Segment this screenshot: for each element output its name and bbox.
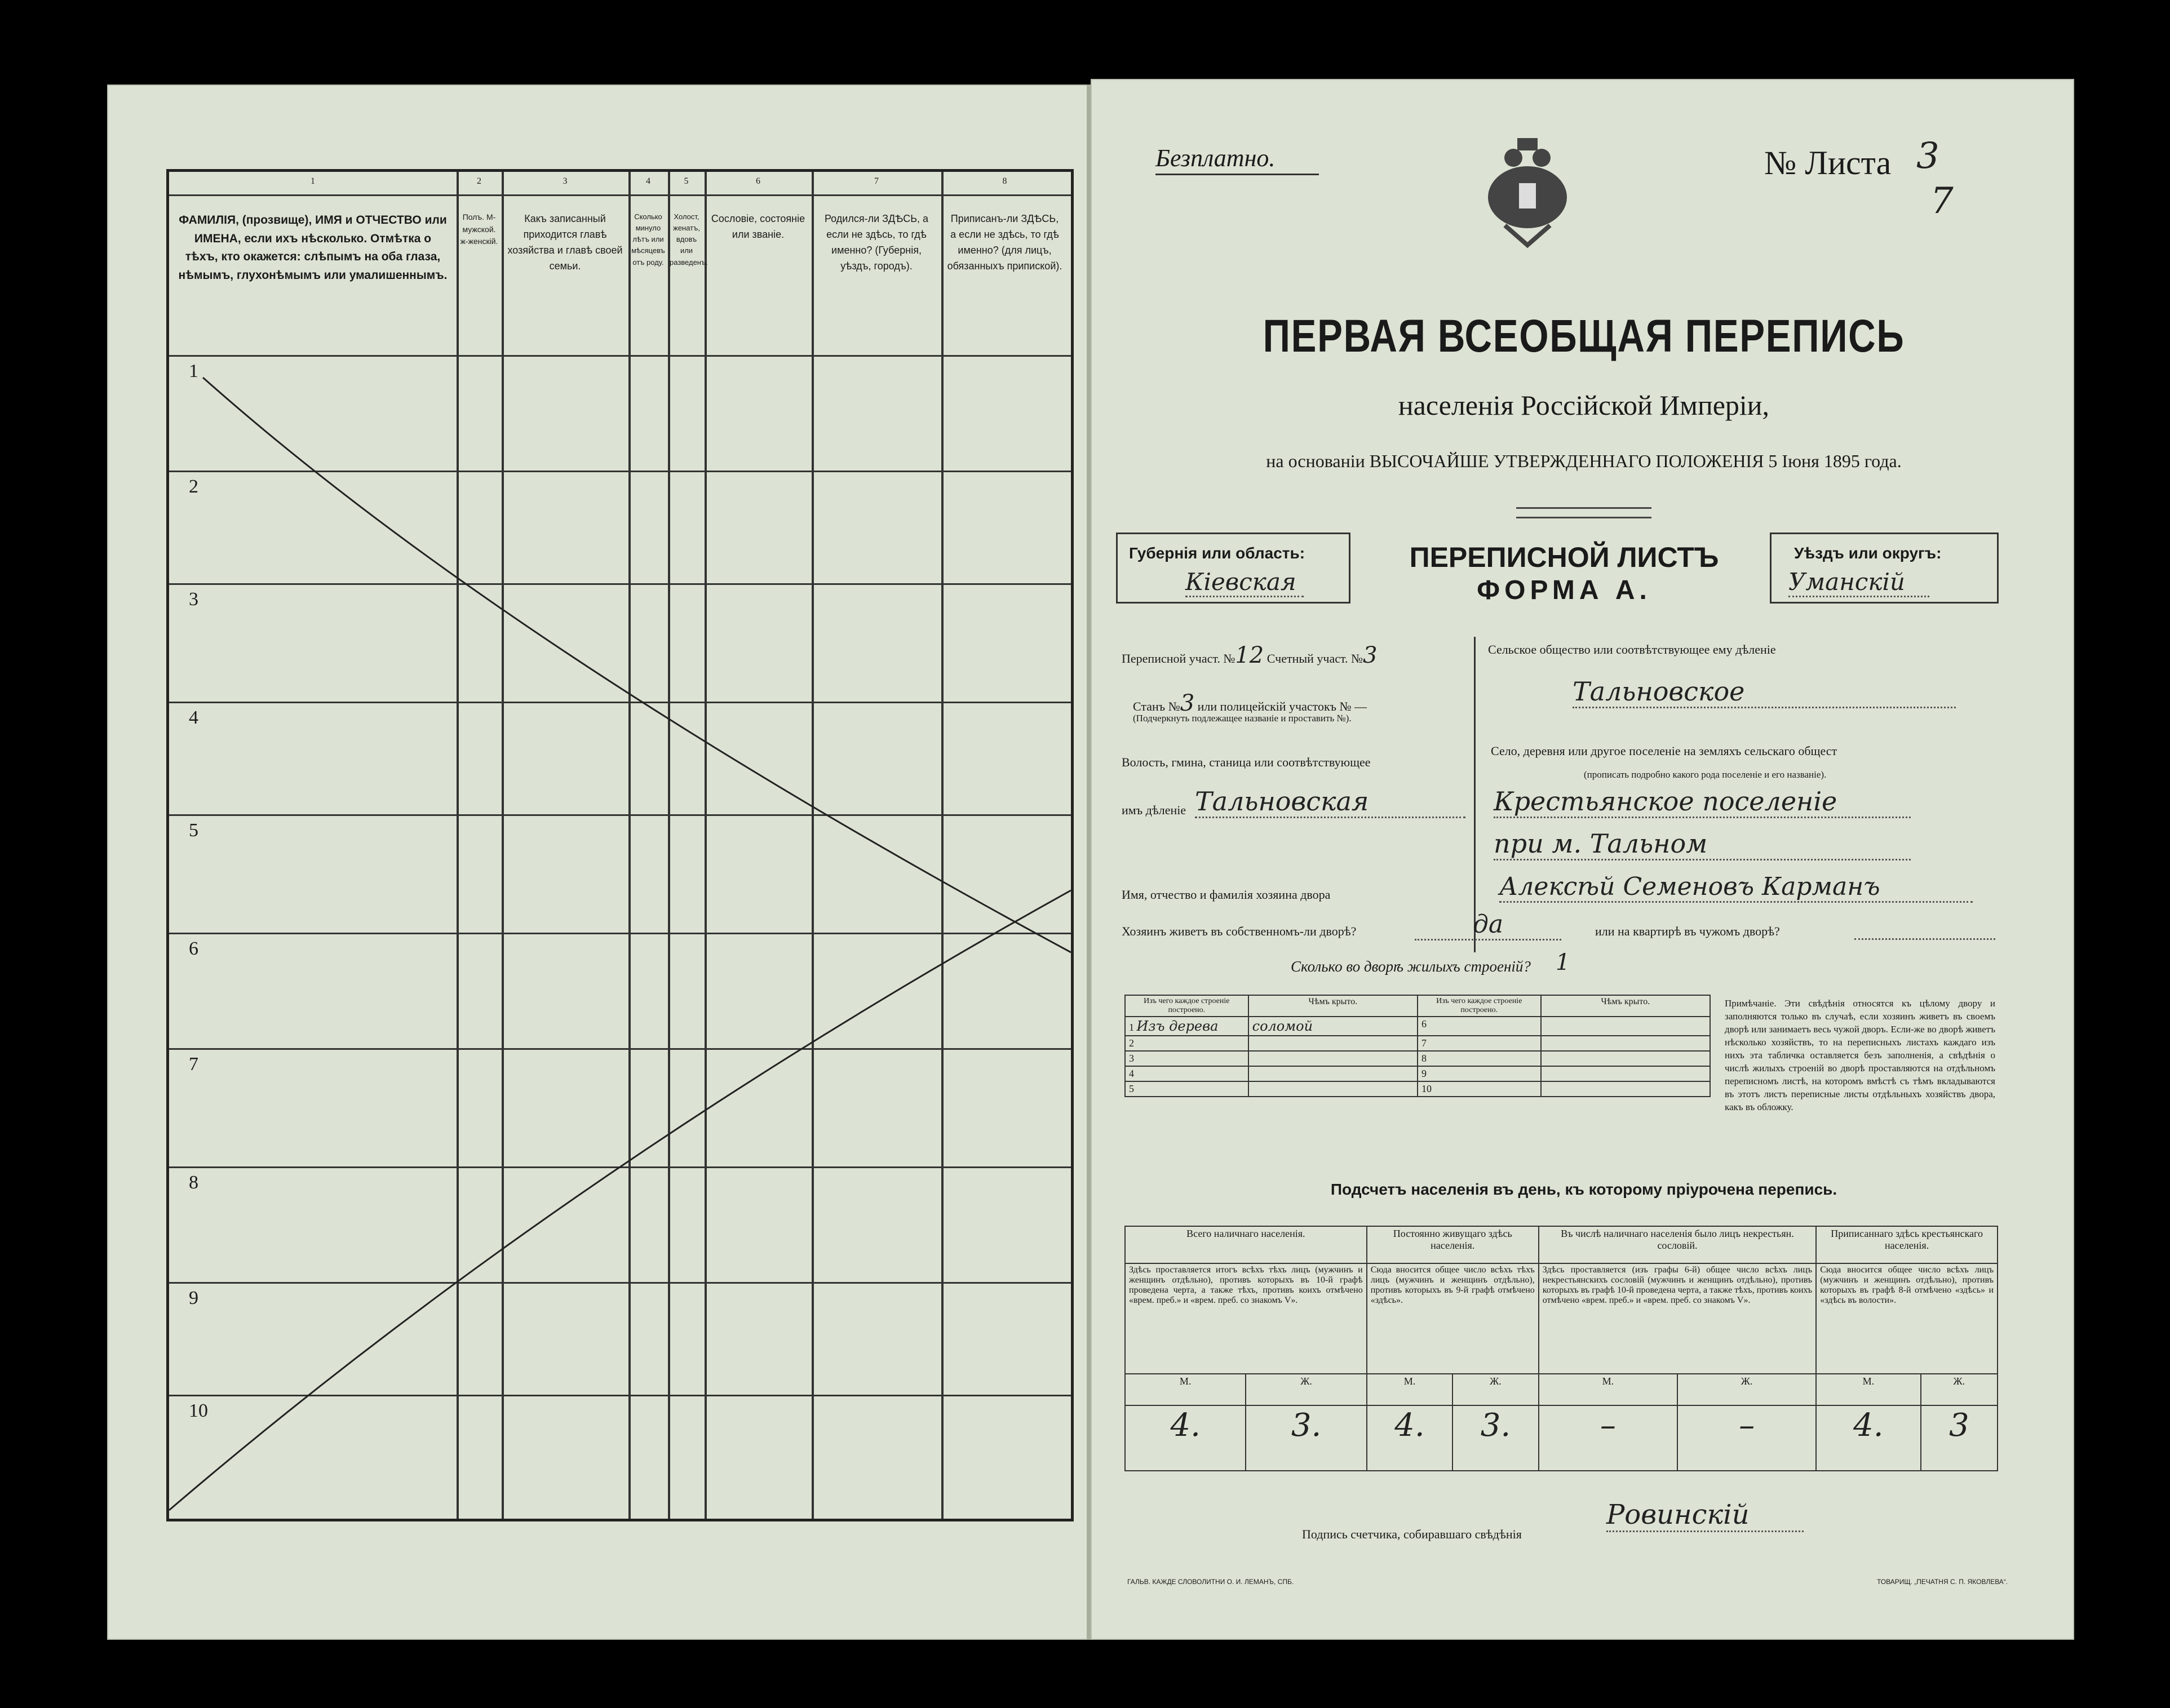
col-number: 5: [684, 176, 689, 186]
col-number: 7: [874, 176, 879, 186]
bt-row-num: 5: [1125, 1081, 1248, 1097]
row-number: 5: [189, 820, 198, 841]
sign-label: Подпись счетчика, собиравшаго свѣдѣнія: [1302, 1527, 1522, 1541]
bt-row-num: 2: [1125, 1036, 1248, 1051]
bt-row-num: 6: [1418, 1017, 1541, 1036]
col-number: 4: [646, 176, 650, 186]
printer-left: ГАЛЬВ. КАЖДЕ СЛОВОЛИТНИ О. И. ЛЕМАНЪ, СПБ.: [1127, 1578, 1294, 1586]
basis-line: на основаніи ВЫСОЧАЙШЕ УТВЕРЖДЕННАГО ПОЛОЖЕНІЯ 5 Іюня 1895 года.: [1266, 451, 1902, 471]
page-subtitle: населенія Россійской Имперіи,: [1398, 389, 1770, 421]
row-number: 2: [189, 476, 198, 497]
header-registered: Приписанъ-ли ЗДѢСЬ, а если не здѣсь, то гдѣ именно? (для лицъ, обязанныхъ припиской).: [947, 213, 1062, 272]
rent-label: или на квартирѣ въ чужомъ дворѣ?: [1595, 924, 1780, 938]
schetny-value: 3: [1362, 642, 1378, 668]
mf-value: 3: [1921, 1405, 1998, 1471]
col-number: 6: [756, 176, 760, 186]
underline-note: (Подчеркнуть подлежащее названіе и проставить №).: [1133, 713, 1352, 724]
row-number: 3: [189, 589, 198, 610]
row-number: 9: [189, 1288, 198, 1308]
uezd-box: [1770, 533, 1999, 604]
count-col-desc: Здѣсь проставляется итогъ всѣхъ тѣхъ лицъ (мужчинъ и женщинъ отдѣльно), противъ которыхъ въ 10-й графѣ проведена черта, а также тѣхъ, противъ коихъ отмѣчено «врем. преб.» и «врем. преб. со знакомъ V».: [1125, 1263, 1367, 1374]
ornament-divider: [1516, 507, 1651, 518]
row-number: 6: [189, 938, 198, 959]
mf-value: –: [1677, 1405, 1816, 1471]
col-number: 2: [477, 176, 481, 186]
bt-head-roof: Чѣмъ крыто.: [1541, 995, 1710, 1017]
col-number: 3: [563, 176, 568, 186]
count-title: Подсчетъ населенія въ день, къ которому пріурочена перепись.: [1330, 1181, 1837, 1198]
form-subtitle: ФОРМА А.: [1477, 575, 1651, 605]
row-number: 4: [189, 707, 198, 728]
middle-divider: [1474, 637, 1476, 952]
buildings-label: Сколько во дворѣ жилыхъ строеній?: [1291, 958, 1531, 975]
stan-label: Станъ: [1133, 699, 1166, 713]
count-col-desc: Здѣсь проставляется (изъ графы 6-й) общее число всѣхъ лицъ некрестьянскихъ сословій (мужчинъ и женщинъ отдѣльно), противъ которыхъ въ графѣ 10-й проведена черта, а также тѣхъ, противъ коихъ отмѣчено «врем. преб.» и «врем. преб. со знакомъ V».: [1539, 1263, 1816, 1374]
row-number: 7: [189, 1054, 198, 1075]
bt-row-num: 4: [1125, 1066, 1248, 1081]
header-marital: Холост, женатъ, вдовъ или разведенъ.: [670, 212, 708, 267]
police-label: или полицейскій участокъ: [1197, 699, 1337, 713]
mf-value: 4.: [1816, 1405, 1920, 1471]
header-birthplace: Родился-ли ЗДѢСЬ, а если не здѣсь, то гдѣ именно? (Губернія, уѣздъ, городъ).: [824, 213, 929, 272]
count-col-head: Всего наличнаго населенія.: [1125, 1226, 1367, 1263]
col-number: 8: [1002, 176, 1007, 186]
header-relation: Какъ записанный приходится главѣ хозяйства и главѣ своей семьи.: [507, 213, 623, 272]
uezd-label: Уѣздъ или округъ:: [1794, 544, 1942, 562]
bt-head-roof: Чѣмъ крыто.: [1248, 995, 1418, 1017]
lives-value: да: [1415, 910, 1561, 940]
cross-out-lines: [169, 355, 1071, 1516]
bt-row-num: 3: [1125, 1051, 1248, 1066]
col-number: 1: [311, 176, 315, 186]
uchastok-value: 12: [1235, 642, 1264, 668]
mf-label: Ж.: [1452, 1374, 1539, 1405]
census-table: [166, 169, 1074, 1521]
signature: Ровинскій: [1606, 1499, 1804, 1532]
count-col-desc: Сюда вносится общее число всѣхъ тѣхъ лицъ (мужчинъ и женщинъ отдѣльно), противъ которыхъ въ 9-й графѣ отмѣчено «здѣсь».: [1367, 1263, 1539, 1374]
volost-value: Тальновская: [1195, 786, 1465, 818]
volost-label: Волость, гмина, станица или соотвѣтствующее: [1122, 755, 1371, 769]
volost-label2: имъ дѣленіе: [1122, 803, 1186, 817]
bt-row-num: 1: [1129, 1022, 1134, 1033]
gubernia-label: Губернія или область:: [1129, 544, 1305, 562]
row-number: 1: [189, 361, 198, 381]
village-note: (прописать подробно какого рода поселеніе и его названіе).: [1584, 769, 1827, 780]
lives-label: Хозяинъ живетъ въ собственномъ-ли дворѣ?: [1122, 924, 1357, 938]
count-col-head: Приписаннаго здѣсь крестьянскаго населенія.: [1816, 1226, 1998, 1263]
schetny-label: Счетный участ.: [1266, 651, 1348, 666]
bt-row-num: 9: [1418, 1066, 1541, 1081]
police-value: —: [1354, 699, 1367, 713]
bt-row-num: 10: [1418, 1081, 1541, 1097]
bt-head-material: Изъ чего каждое строеніе построено.: [1125, 995, 1248, 1017]
mf-label: М.: [1816, 1374, 1920, 1405]
buildings-table: [1124, 995, 1711, 1097]
bt-row-num: 8: [1418, 1051, 1541, 1066]
village-value: Крестьянское поселеніе: [1494, 786, 1911, 818]
header-age: Сколько минуло лѣтъ или мѣсяцевъ отъ роду.: [631, 212, 665, 267]
bt-head-material: Изъ чего каждое строеніе построено.: [1418, 995, 1541, 1017]
bt-r1-roof: соломой: [1252, 1018, 1313, 1034]
count-table: [1124, 1226, 1998, 1471]
society-value: Тальновское: [1573, 676, 1956, 708]
mf-label: Ж.: [1677, 1374, 1816, 1405]
free-label: Безплатно.: [1155, 144, 1276, 172]
stan-value: 3: [1180, 690, 1195, 716]
sheet-value: 3: [1916, 135, 1939, 177]
buildings-value: 1: [1556, 950, 1570, 975]
note-text: Примѣчаніе. Эти свѣдѣнія относятся къ цѣлому двору и заполняются только въ случаѣ, если хозяинъ живетъ въ своемъ дворѣ или занимаетъ весь чужой дворъ. Если-же во дворѣ живетъ нѣсколько хозяйствъ, то на переписныхъ листахъ каждаго изъ нихъ эта табличка оставляется безъ заполненія, а свѣдѣнія о числѣ жилыхъ строеній во дворѣ проставляются на отдѣльномъ переписномъ листѣ, на которомъ вмѣстѣ съ тѣмъ вкладываются въ этотъ листъ переписные листы отдѣльныхъ хозяйствъ двора, какъ въ обложку.: [1725, 998, 1995, 1112]
mf-label: Ж.: [1246, 1374, 1366, 1405]
village-label: Село, деревня или другое поселеніе на земляхъ сельскаго общест: [1491, 744, 1837, 758]
form-title: ПЕРЕПИСНОЙ ЛИСТЪ: [1409, 542, 1719, 573]
gubernia-value: Кіевская: [1185, 568, 1304, 597]
uchastok-label: Переписной участ.: [1122, 651, 1220, 666]
uezd-value: Уманскій: [1788, 568, 1929, 597]
page-title: ПЕРВАЯ ВСЕОБЩАЯ ПЕРЕПИСЬ: [1263, 310, 1905, 362]
count-col-head: Постоянно живущаго здѣсь населенія.: [1367, 1226, 1539, 1263]
row-number: 10: [189, 1400, 208, 1421]
mf-value: –: [1539, 1405, 1677, 1471]
mf-value: 3.: [1246, 1405, 1366, 1471]
mf-value: 4.: [1367, 1405, 1453, 1471]
bt-r1-material: Изъ дерева: [1136, 1018, 1219, 1034]
sheet-value2: 7: [1930, 180, 1954, 222]
count-col-head: Въ числѣ наличнаго населенія было лицъ некрестьян. сословій.: [1539, 1226, 1816, 1263]
header-name: ФАМИЛІЯ, (прозвище), ИМЯ и ОТЧЕСТВО или ИМЕНА, если ихъ нѣсколько. Отмѣтка о тѣхъ, кто окажется: слѣпымъ на оба глаза, нѣмымъ, глухонѣмымъ или умалишеннымъ.: [178, 214, 448, 282]
header-estate: Сословіе, состояніе или званіе.: [711, 213, 805, 240]
printer-right: ТОВАРИЩ. „ПЕЧАТНЯ С. П. ЯКОВЛЕВА“.: [1877, 1578, 2008, 1586]
mf-value: 4.: [1125, 1405, 1246, 1471]
owner-label: Имя, отчество и фамилія хозяина двора: [1122, 888, 1331, 902]
mf-label: Ж.: [1921, 1374, 1998, 1405]
imperial-eagle-icon: [1482, 135, 1573, 248]
mf-value: 3.: [1452, 1405, 1539, 1471]
gubernia-box: [1116, 533, 1350, 604]
mf-label: М.: [1125, 1374, 1246, 1405]
village-value: при м. Тальном: [1494, 828, 1911, 860]
count-col-desc: Сюда вносится общее число всѣхъ лицъ (мужчинъ и женщинъ отдѣльно), противъ которыхъ въ графѣ 8-й отмѣчено «здѣсь» и «здѣсь въ волости».: [1816, 1263, 1998, 1374]
sheet-label: № Листа: [1764, 144, 1892, 181]
row-number: 8: [189, 1172, 198, 1193]
society-label: Сельское общество или соотвѣтствующее ему дѣленіе: [1488, 642, 1776, 656]
header-sex: Полъ. М-мужской. ж-женскій.: [460, 212, 498, 246]
bt-row-num: 7: [1418, 1036, 1541, 1051]
mf-label: М.: [1367, 1374, 1453, 1405]
owner-value: Алексѣй Семеновъ Карманъ: [1499, 872, 1973, 903]
mf-label: М.: [1539, 1374, 1677, 1405]
